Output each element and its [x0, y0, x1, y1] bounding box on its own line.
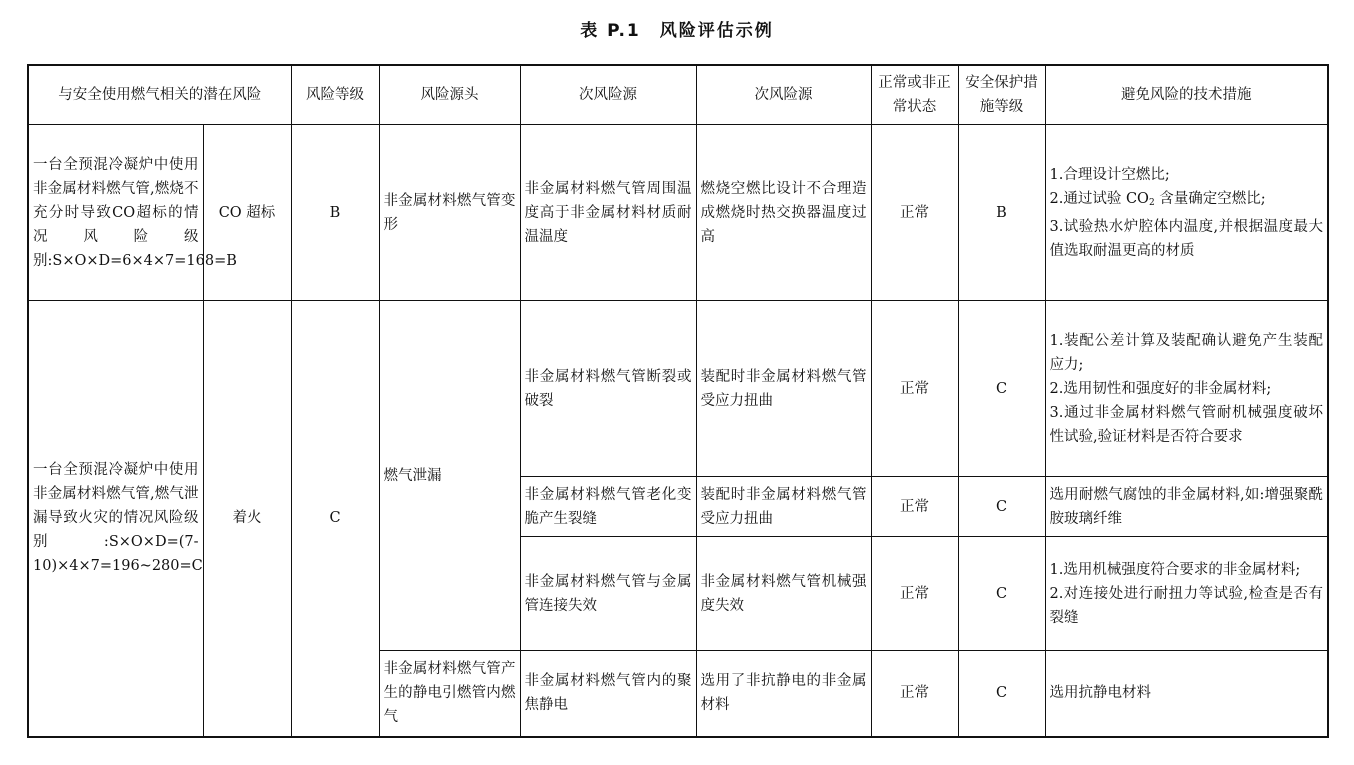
header-sub-risk-source-2: 次风险源	[696, 65, 871, 125]
state-cell: 正常	[871, 477, 958, 537]
risk-level-cell: C	[291, 301, 379, 737]
table-row	[28, 301, 1328, 477]
state-cell: 正常	[871, 125, 958, 301]
header-sub-risk-source-1: 次风险源	[520, 65, 696, 125]
technical-measures-cell	[1045, 301, 1328, 477]
table-row	[28, 125, 1328, 301]
protection-level-cell: C	[958, 301, 1045, 477]
protection-level-cell: C	[958, 537, 1045, 651]
header-risk-source: 风险源头	[379, 65, 520, 125]
sub-risk-source-2-cell: 燃烧空燃比设计不合理造成燃烧时热交换器温度过高	[696, 125, 871, 301]
risk-assessment-table	[27, 64, 1329, 738]
protection-level-cell: C	[958, 477, 1045, 537]
state-cell: 正常	[871, 651, 958, 737]
measure-line: 1.合理设计空燃比;	[1049, 166, 1170, 183]
header-technical-measures: 避免风险的技术措施	[1045, 65, 1328, 125]
risk-level-cell: B	[291, 125, 379, 301]
measure-line: 选用耐燃气腐蚀的非金属材料,如:增强聚酰胺玻璃纤维	[1049, 486, 1323, 527]
protection-level-cell: B	[958, 125, 1045, 301]
measure-line: 2.对连接处进行耐扭力等试验,检查是否有裂缝	[1049, 585, 1323, 626]
risk-source-cell: 非金属材料燃气管产生的静电引燃管内燃气	[379, 651, 520, 737]
technical-measures-cell	[1045, 477, 1328, 537]
sub-risk-source-1-cell: 非金属材料燃气管与金属管连接失效	[520, 537, 696, 651]
state-cell: 正常	[871, 301, 958, 477]
technical-measures-cell	[1045, 537, 1328, 651]
measure-line: 选用抗静电材料	[1049, 685, 1151, 702]
measure-line: 3.通过非金属材料燃气管耐机械强度破坏性试验,验证材料是否符合要求	[1049, 404, 1323, 445]
header-row	[28, 65, 1328, 125]
table-title: 表 P.1 风险评估示例	[580, 21, 774, 41]
hazard-cell: 着火	[203, 301, 291, 737]
sub-risk-source-1-cell: 非金属材料燃气管老化变脆产生裂缝	[520, 477, 696, 537]
sub-risk-source-2-cell: 装配时非金属材料燃气管受应力扭曲	[696, 301, 871, 477]
potential-risk-cell: 一台全预混冷凝炉中使用非金属材料燃气管,燃烧不充分时导致CO超标的情况风险级别:S×O×D=6×4×7=168=B	[28, 125, 203, 301]
sub-risk-source-1-cell: 非金属材料燃气管断裂或破裂	[520, 301, 696, 477]
header-protection-level: 安全保护措施等级	[958, 65, 1045, 125]
sub-risk-source-2-cell: 非金属材料燃气管机械强度失效	[696, 537, 871, 651]
header-risk-level: 风险等级	[291, 65, 379, 125]
potential-risk-cell: 一台全预混冷凝炉中使用非金属材料燃气管,燃气泄漏导致火灾的情况风险级别:S×O×D=(7-10)×4×7=196~280=C	[28, 301, 203, 737]
sub-risk-source-1-cell: 非金属材料燃气管内的聚焦静电	[520, 651, 696, 737]
sub-risk-source-1-cell: 非金属材料燃气管周围温度高于非金属材料材质耐温温度	[520, 125, 696, 301]
measure-line: 1.装配公差计算及装配确认避免产生装配应力;	[1049, 332, 1323, 373]
measure-line: 2.选用韧性和强度好的非金属材料;	[1049, 380, 1272, 397]
sub-risk-source-2-cell: 选用了非抗静电的非金属材料	[696, 651, 871, 737]
measure-line: 3.试验热水炉腔体内温度,并根据温度最大值选取耐温更高的材质	[1049, 218, 1323, 259]
risk-source-cell: 非金属材料燃气管变形	[379, 125, 520, 301]
header-state: 正常或非正常状态	[871, 65, 958, 125]
protection-level-cell: C	[958, 651, 1045, 737]
risk-source-cell: 燃气泄漏	[379, 301, 520, 651]
measure-line: 1.选用机械强度符合要求的非金属材料;	[1049, 561, 1301, 578]
technical-measures-cell	[1045, 125, 1328, 301]
measure-line: 2.通过试验 $CO_2$ 含量确定空燃比;	[1049, 190, 1266, 208]
state-cell: 正常	[871, 537, 958, 651]
sub-risk-source-2-cell: 装配时非金属材料燃气管受应力扭曲	[696, 477, 871, 537]
technical-measures-cell	[1045, 651, 1328, 737]
hazard-cell: CO 超标	[203, 125, 291, 301]
header-potential-risk: 与安全使用燃气相关的潜在风险	[28, 65, 291, 125]
